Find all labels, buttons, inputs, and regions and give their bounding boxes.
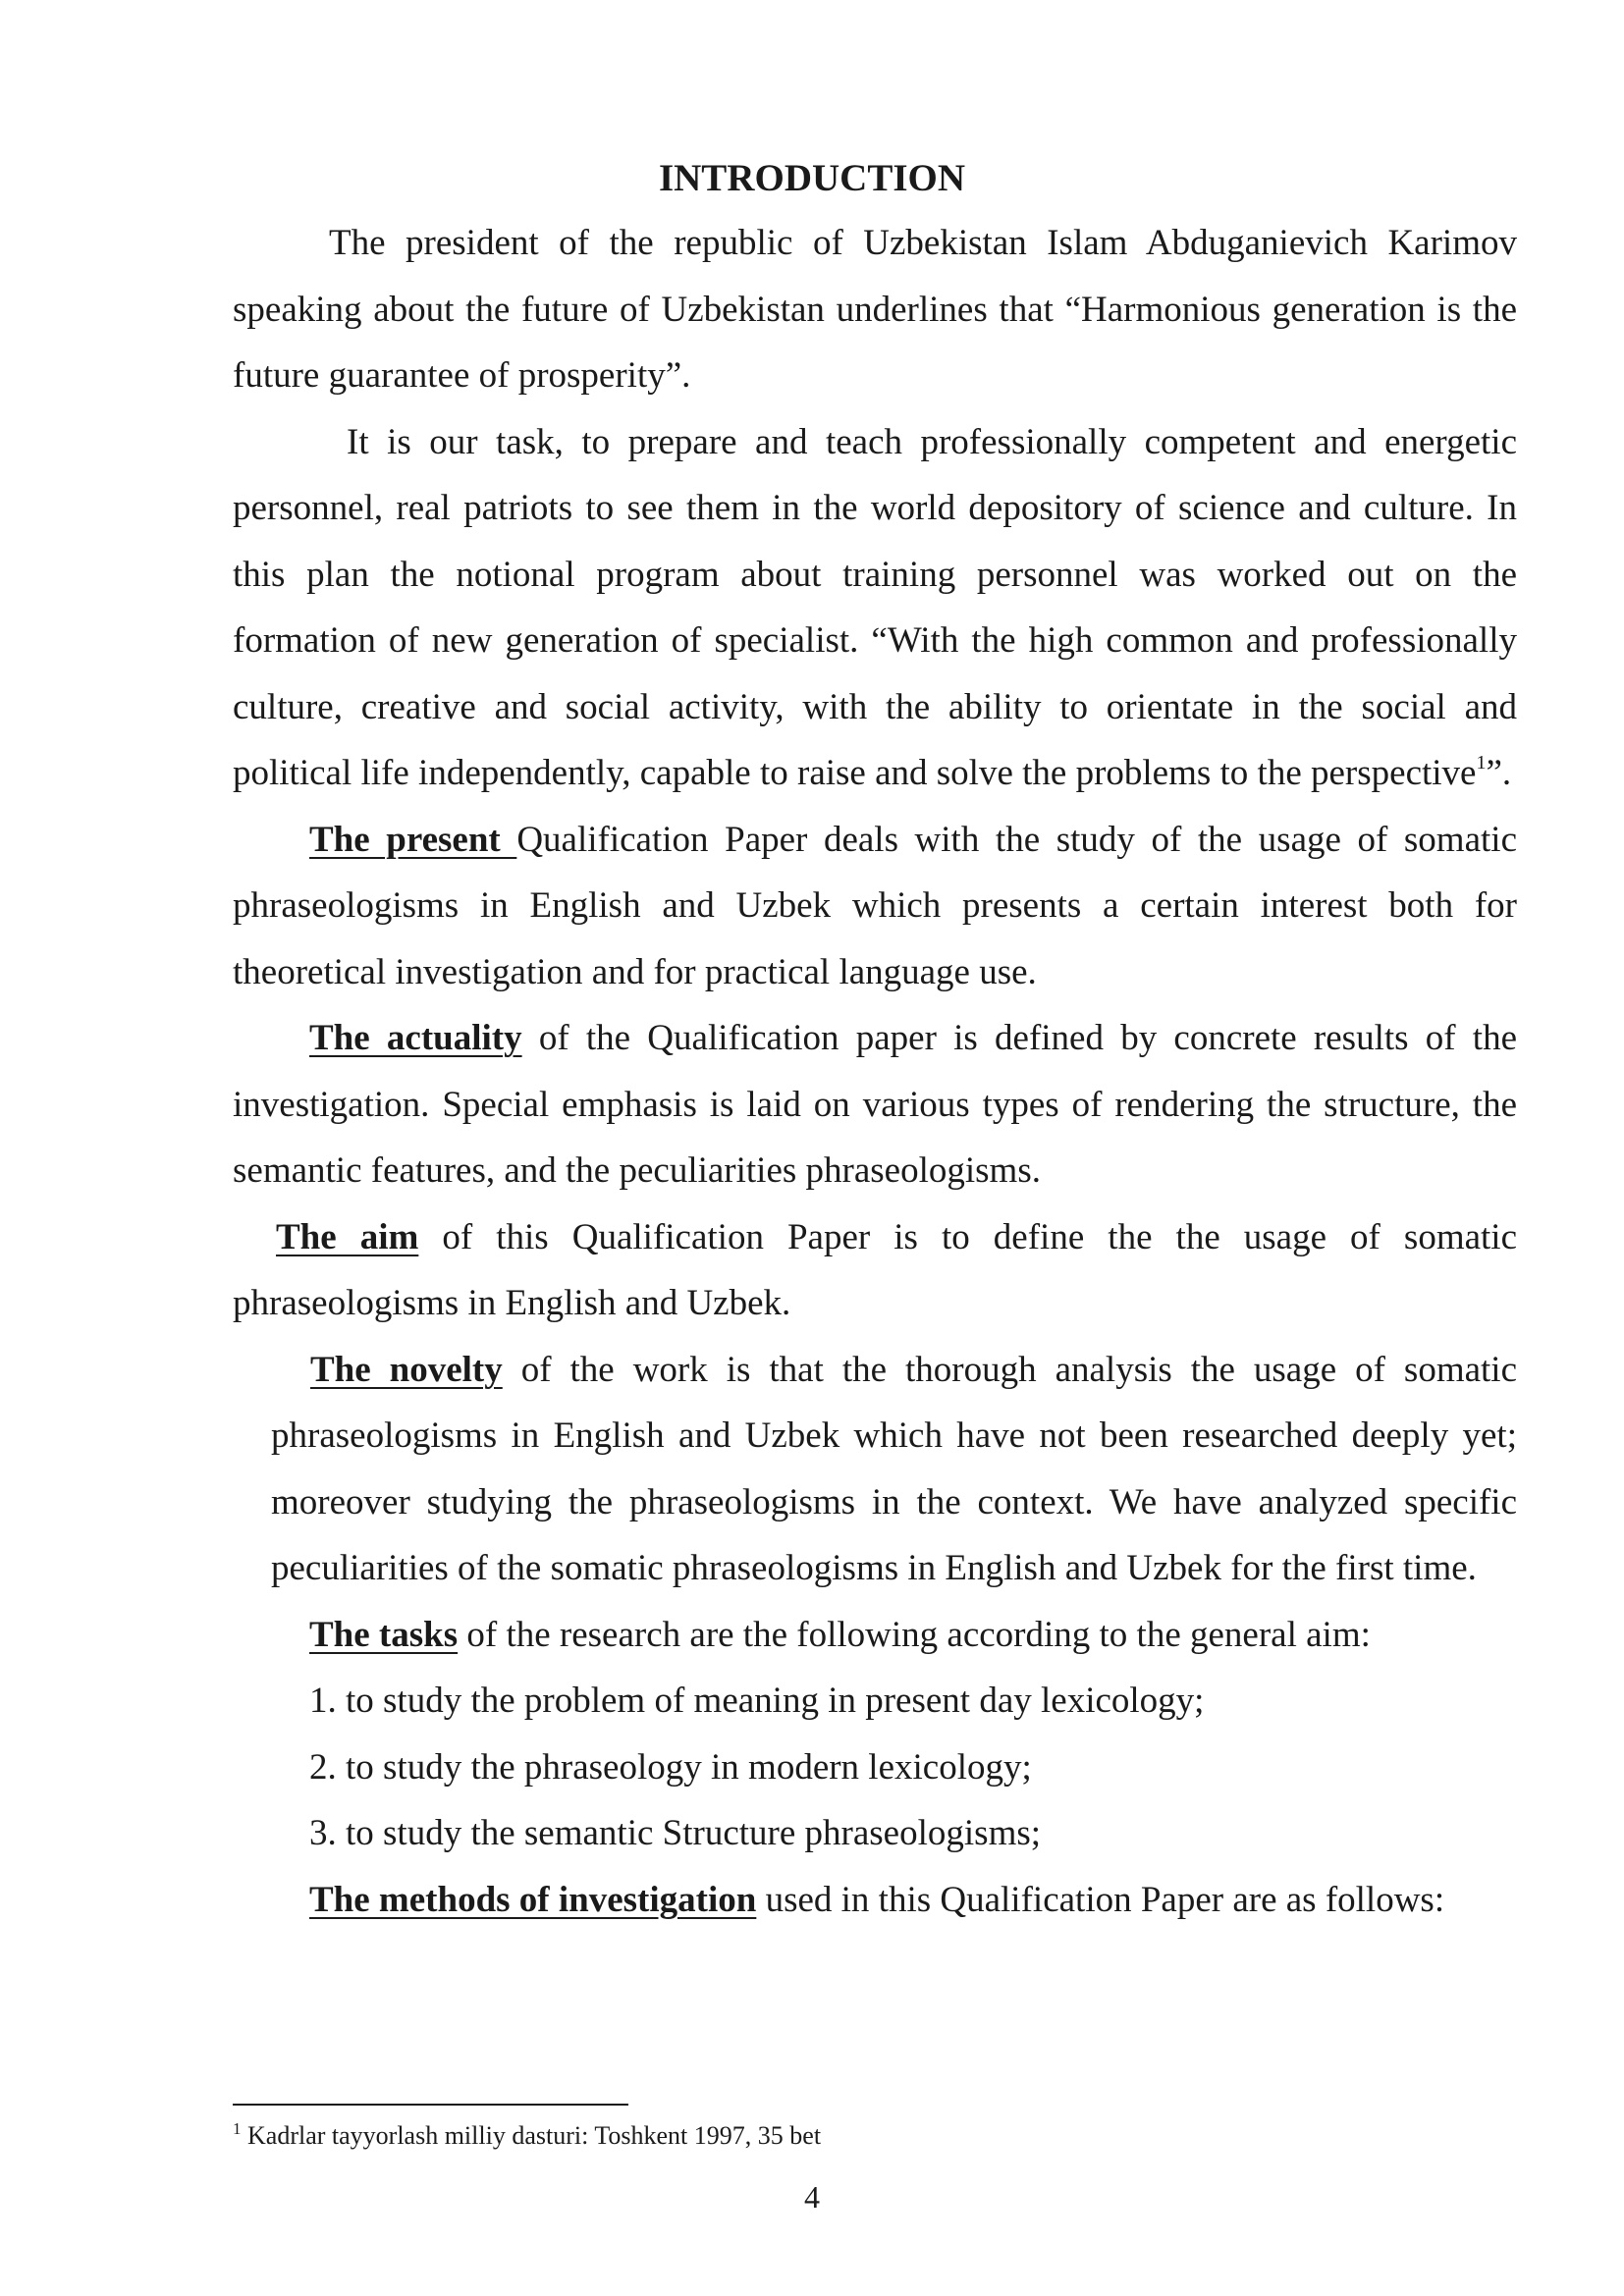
list-item: 1. to study the problem of meaning in present day lexicology; [309,1681,1205,1721]
paragraph-text: of the research are the following according to the general aim: [458,1614,1371,1655]
paragraph-actuality [233,1005,1517,1204]
footnote-text: Kadrlar tayyorlash milliy dasturi: Toshkent 1997, 35 bet [241,2121,822,2150]
paragraph-text: of the work is that the thorough analysis the usage of somatic phraseologisms in English and Uzbek which have not been researched deeply yet; moreover studying the phraseologisms in the context. We have analyzed specific peculiarities of the somatic phraseologisms in English and Uzbek for the first time. [271,1349,1518,1588]
paragraph-task [233,409,1517,807]
paragraph-present [233,807,1517,1006]
section-heading: INTRODUCTION [658,157,966,199]
paragraph-text: of the Qualification paper is defined by concrete results of the investigation. Special emphasis is laid on various types of rendering the structure, the semantic features, and the peculiarities phraseologisms. [233,1018,1517,1191]
body-text [233,210,1517,1933]
paragraph-president [233,210,1517,409]
lead-term-novelty: The novelty [310,1349,503,1390]
paragraph-text: The president of the republic of Uzbekistan Islam Abduganievich Karimov speaking about the future of Uzbekistan underlines that “Harmonious generation is the future guarantee of prosperity”. [233,223,1517,396]
footnote-reference[interactable]: 1 [1476,752,1487,774]
lead-term-aim: The aim [276,1216,419,1257]
list-item: 3. to study the semantic Structure phraseologisms; [309,1813,1042,1853]
footnote-divider [233,2104,628,2106]
paragraph-methods [233,1867,1517,1934]
lead-term-actuality: The actuality [309,1018,522,1058]
footnote-marker: 1 [233,2119,242,2138]
paragraph-novelty [233,1337,1517,1602]
lead-term-tasks: The tasks [309,1614,459,1655]
paragraph-tasks [233,1602,1517,1669]
paragraph-text: Qualification Paper deals with the study of the usage of somatic phraseologisms in English and Uzbek which presents a certain interest both for theoretical investigation and for practical language use. [233,819,1517,992]
lead-term-methods: The methods of investigation [309,1879,757,1920]
paragraph-aim [233,1204,1517,1337]
paragraph-text: It is our task, to prepare and teach professionally competent and energetic personnel, real patriots to see them in the world depository of science and culture. In this plan the notional program about training personnel was worked out on the formation of new generation of specialist. “With the high common and professionally culture, creative and social activity, with the ability to orientate in the social and political life independently, capable to raise and solve the problems to the perspective [233,421,1517,793]
lead-term-present: The present [309,819,517,860]
paragraph-end: ”. [1486,753,1512,793]
list-item: 2. to study the phraseology in modern lexicology; [309,1746,1032,1788]
paragraph-text: of this Qualification Paper is to define the the usage of somatic phraseologisms in English and Uzbek. [233,1216,1518,1323]
page-number: 4 [804,2179,820,2215]
footnote [233,2118,821,2154]
paragraph-text: used in this Qualification Paper are as follows: [756,1879,1445,1920]
